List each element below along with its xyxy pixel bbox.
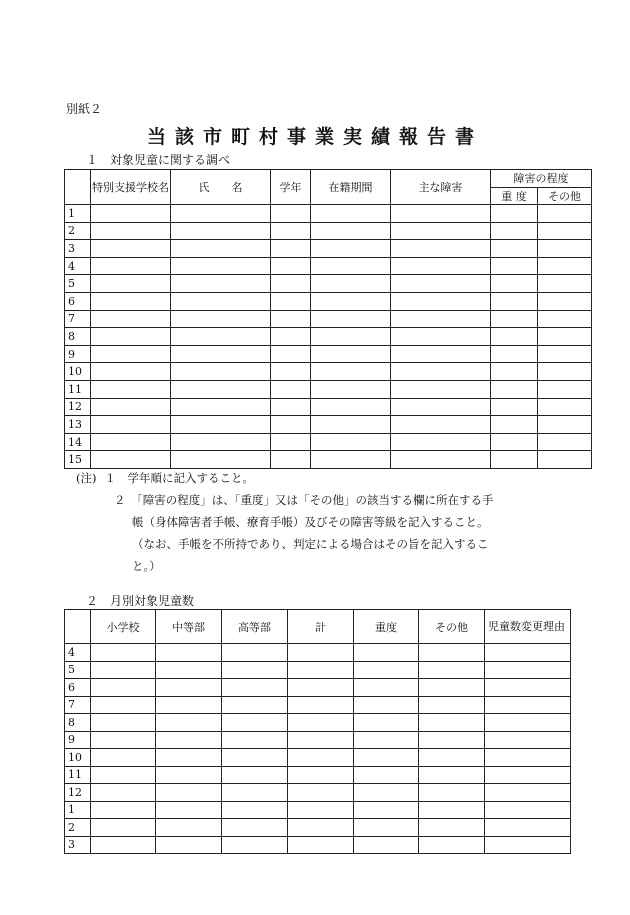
note-2a: ２ 「障害の程度」は、「重度」又は「その他」の該当する欄に所在する手: [114, 493, 494, 507]
table-cell[interactable]: [91, 380, 171, 398]
table-cell[interactable]: [391, 433, 491, 451]
table-cell[interactable]: [91, 819, 156, 837]
row-number: 10: [65, 749, 91, 767]
table-cell[interactable]: [288, 679, 354, 697]
table-row: [65, 714, 571, 732]
table-cell[interactable]: [91, 801, 156, 819]
table-cell[interactable]: [391, 222, 491, 240]
row-number: 3: [65, 240, 91, 258]
table-cell[interactable]: [419, 644, 485, 662]
table-cell[interactable]: [288, 836, 354, 854]
table-cell[interactable]: [538, 398, 592, 416]
table-cell[interactable]: [485, 644, 571, 662]
row-number: 2: [65, 819, 91, 837]
table-cell[interactable]: [538, 416, 592, 434]
header-severe2: 重度: [354, 610, 419, 644]
table-cell[interactable]: [538, 275, 592, 293]
header-other2: その他: [419, 610, 485, 644]
table-cell[interactable]: [311, 310, 391, 328]
table-cell[interactable]: [91, 328, 171, 346]
table-cell[interactable]: [419, 819, 485, 837]
table-cell[interactable]: [419, 784, 485, 802]
table-cell[interactable]: [485, 784, 571, 802]
table-cell[interactable]: [271, 380, 311, 398]
table-cell[interactable]: [222, 766, 288, 784]
table-cell[interactable]: [391, 345, 491, 363]
table-cell[interactable]: [391, 416, 491, 434]
table-cell[interactable]: [222, 644, 288, 662]
table-cell[interactable]: [91, 644, 156, 662]
table-cell[interactable]: [171, 433, 271, 451]
document-label: 別紙２: [66, 102, 103, 116]
section1-heading: １ 対象児童に関する調べ: [86, 153, 231, 167]
table-cell[interactable]: [288, 644, 354, 662]
table-cell[interactable]: [91, 784, 156, 802]
row-number: 6: [65, 292, 91, 310]
table-cell[interactable]: [538, 380, 592, 398]
table-cell[interactable]: [91, 222, 171, 240]
table-cell[interactable]: [354, 819, 419, 837]
header-reason: 児童数変更理由: [485, 610, 571, 644]
table-cell[interactable]: [354, 784, 419, 802]
table-cell[interactable]: [156, 644, 222, 662]
table-cell[interactable]: [354, 696, 419, 714]
table-cell[interactable]: [91, 679, 156, 697]
note-2d: と。）: [132, 559, 161, 573]
table-cell[interactable]: [222, 696, 288, 714]
table-cell[interactable]: [538, 433, 592, 451]
table-cell[interactable]: [491, 363, 538, 381]
table-cell[interactable]: [311, 416, 391, 434]
table-cell[interactable]: [485, 766, 571, 784]
table-cell[interactable]: [391, 205, 491, 223]
table-cell[interactable]: [538, 363, 592, 381]
row-number: 12: [65, 398, 91, 416]
table-cell[interactable]: [538, 451, 592, 469]
table-cell[interactable]: [288, 766, 354, 784]
table-cell[interactable]: [391, 310, 491, 328]
row-number: 11: [65, 766, 91, 784]
table-cell[interactable]: [538, 310, 592, 328]
table-cell[interactable]: [156, 819, 222, 837]
table-row: [65, 363, 592, 381]
table-cell[interactable]: [288, 696, 354, 714]
row-number: 12: [65, 784, 91, 802]
table-cell[interactable]: [538, 328, 592, 346]
table-cell[interactable]: [271, 292, 311, 310]
table-cell[interactable]: [491, 345, 538, 363]
header-elementary: 小学校: [91, 610, 156, 644]
table-cell[interactable]: [485, 836, 571, 854]
table-cell[interactable]: [156, 749, 222, 767]
table-cell[interactable]: [271, 328, 311, 346]
monthly-table: [64, 609, 571, 854]
table-cell[interactable]: [485, 661, 571, 679]
table-cell[interactable]: [91, 240, 171, 258]
table-cell[interactable]: [391, 275, 491, 293]
table-cell[interactable]: [419, 749, 485, 767]
table-cell[interactable]: [171, 416, 271, 434]
table-cell[interactable]: [288, 714, 354, 732]
header-disability: 主な障害: [391, 170, 491, 205]
table-cell[interactable]: [171, 240, 271, 258]
table-cell[interactable]: [91, 257, 171, 275]
table-cell[interactable]: [491, 257, 538, 275]
table-cell[interactable]: [91, 451, 171, 469]
table-cell[interactable]: [271, 222, 311, 240]
table-cell[interactable]: [538, 205, 592, 223]
table-cell[interactable]: [91, 766, 156, 784]
table-row: [65, 380, 592, 398]
table-cell[interactable]: [491, 222, 538, 240]
table-cell[interactable]: [485, 696, 571, 714]
table-cell[interactable]: [156, 801, 222, 819]
row-number: 14: [65, 433, 91, 451]
table-cell[interactable]: [491, 328, 538, 346]
table-cell[interactable]: [171, 345, 271, 363]
table-cell[interactable]: [156, 679, 222, 697]
table-cell[interactable]: [491, 310, 538, 328]
table-cell[interactable]: [222, 819, 288, 837]
row-number: 5: [65, 275, 91, 293]
table-cell[interactable]: [271, 451, 311, 469]
table-cell[interactable]: [391, 363, 491, 381]
table-cell[interactable]: [354, 714, 419, 732]
table-cell[interactable]: [485, 801, 571, 819]
table-cell[interactable]: [419, 696, 485, 714]
table-cell[interactable]: [271, 205, 311, 223]
table-cell[interactable]: [171, 451, 271, 469]
table-cell[interactable]: [288, 819, 354, 837]
row-number: 3: [65, 836, 91, 854]
table-cell[interactable]: [156, 784, 222, 802]
table-cell[interactable]: [391, 240, 491, 258]
table-row: [65, 679, 571, 697]
table-cell[interactable]: [538, 345, 592, 363]
table-row: [65, 240, 592, 258]
table-cell[interactable]: [288, 801, 354, 819]
table-cell[interactable]: [91, 398, 171, 416]
row-number: 10: [65, 363, 91, 381]
table-cell[interactable]: [419, 679, 485, 697]
header-period: 在籍期間: [311, 170, 391, 205]
table-cell[interactable]: [491, 433, 538, 451]
table-cell[interactable]: [271, 275, 311, 293]
header-school: 特別支援学校名: [91, 170, 171, 205]
table-cell[interactable]: [538, 240, 592, 258]
table-cell[interactable]: [91, 416, 171, 434]
children-table: [64, 169, 592, 469]
table-cell[interactable]: [311, 257, 391, 275]
table-cell[interactable]: [538, 292, 592, 310]
table-cell[interactable]: [311, 380, 391, 398]
table-cell[interactable]: [491, 205, 538, 223]
table-cell[interactable]: [91, 731, 156, 749]
table-row: [65, 205, 592, 223]
row-number: 7: [65, 696, 91, 714]
table-cell[interactable]: [156, 714, 222, 732]
table-cell[interactable]: [354, 661, 419, 679]
table-cell[interactable]: [311, 275, 391, 293]
table-cell[interactable]: [538, 257, 592, 275]
table-cell[interactable]: [171, 257, 271, 275]
row-number: 9: [65, 345, 91, 363]
table-cell[interactable]: [156, 696, 222, 714]
table-cell[interactable]: [91, 275, 171, 293]
row-number: 9: [65, 731, 91, 749]
table-cell[interactable]: [222, 714, 288, 732]
page-title: 当該市町村事業実績報告書: [146, 126, 483, 148]
table-cell[interactable]: [222, 749, 288, 767]
table-row: [65, 257, 592, 275]
table-cell[interactable]: [419, 766, 485, 784]
header-number: [65, 170, 91, 205]
table-row: [65, 749, 571, 767]
table-cell[interactable]: [538, 222, 592, 240]
table-cell[interactable]: [391, 257, 491, 275]
table-row: [65, 801, 571, 819]
table-cell[interactable]: [171, 275, 271, 293]
table-cell[interactable]: [288, 784, 354, 802]
table-cell[interactable]: [311, 292, 391, 310]
table-cell[interactable]: [288, 661, 354, 679]
table-cell[interactable]: [156, 766, 222, 784]
header-severe: 重 度: [491, 188, 538, 205]
table-cell[interactable]: [171, 363, 271, 381]
table-row: [65, 398, 592, 416]
table-cell[interactable]: [311, 451, 391, 469]
table-cell[interactable]: [222, 661, 288, 679]
header-month: [65, 610, 91, 644]
table-cell[interactable]: [485, 714, 571, 732]
table-cell[interactable]: [91, 714, 156, 732]
row-number: 13: [65, 416, 91, 434]
table-cell[interactable]: [354, 749, 419, 767]
table-cell[interactable]: [311, 328, 391, 346]
table-cell[interactable]: [311, 363, 391, 381]
table-cell[interactable]: [354, 766, 419, 784]
table-cell[interactable]: [91, 696, 156, 714]
table-cell[interactable]: [288, 731, 354, 749]
table-row: [65, 766, 571, 784]
table-cell[interactable]: [171, 380, 271, 398]
row-number: 8: [65, 714, 91, 732]
note-2b: 帳（身体障害者手帳、療育手帳）及びその障害等級を記入すること。: [132, 515, 489, 529]
table-cell[interactable]: [271, 310, 311, 328]
table-row: [65, 222, 592, 240]
table-cell[interactable]: [271, 240, 311, 258]
table-cell[interactable]: [354, 644, 419, 662]
row-number: 1: [65, 205, 91, 223]
table-cell[interactable]: [311, 345, 391, 363]
header-other: その他: [538, 188, 592, 205]
table-cell[interactable]: [391, 380, 491, 398]
table-cell[interactable]: [491, 416, 538, 434]
table-cell[interactable]: [222, 836, 288, 854]
table-cell[interactable]: [222, 679, 288, 697]
table-cell[interactable]: [271, 345, 311, 363]
table-cell[interactable]: [485, 749, 571, 767]
table-cell[interactable]: [311, 205, 391, 223]
note-1: １ 学年順に記入すること。: [104, 471, 254, 485]
table-cell[interactable]: [156, 836, 222, 854]
table-cell[interactable]: [91, 661, 156, 679]
table-cell[interactable]: [171, 398, 271, 416]
table-row: [65, 661, 571, 679]
table-cell[interactable]: [419, 714, 485, 732]
table-cell[interactable]: [222, 731, 288, 749]
table-row: [65, 451, 592, 469]
table-cell[interactable]: [491, 451, 538, 469]
table-cell[interactable]: [171, 328, 271, 346]
table-row: [65, 836, 571, 854]
table-row: [65, 275, 592, 293]
row-number: 7: [65, 310, 91, 328]
table-cell[interactable]: [91, 836, 156, 854]
section2-heading: ２ 月別対象児童数: [86, 594, 195, 608]
table-cell[interactable]: [354, 836, 419, 854]
table-row: [65, 784, 571, 802]
table-cell[interactable]: [354, 801, 419, 819]
table-cell[interactable]: [288, 749, 354, 767]
table-cell[interactable]: [419, 836, 485, 854]
row-number: 11: [65, 380, 91, 398]
table-cell[interactable]: [391, 451, 491, 469]
table-row: [65, 328, 592, 346]
table-cell[interactable]: [171, 205, 271, 223]
table-row: [65, 819, 571, 837]
table-row: [65, 310, 592, 328]
table-cell[interactable]: [391, 398, 491, 416]
table-cell[interactable]: [491, 275, 538, 293]
header-total: 計: [288, 610, 354, 644]
table-cell[interactable]: [354, 731, 419, 749]
table-cell[interactable]: [171, 310, 271, 328]
row-number: 4: [65, 644, 91, 662]
table-cell[interactable]: [91, 749, 156, 767]
table-cell[interactable]: [491, 398, 538, 416]
table-cell[interactable]: [485, 731, 571, 749]
table-cell[interactable]: [311, 240, 391, 258]
table-row: [65, 644, 571, 662]
header-senior: 高等部: [222, 610, 288, 644]
table-row: [65, 696, 571, 714]
row-number: 2: [65, 222, 91, 240]
table-cell[interactable]: [271, 257, 311, 275]
table-cell[interactable]: [491, 240, 538, 258]
table-row: [65, 416, 592, 434]
table-cell[interactable]: [311, 222, 391, 240]
table-cell[interactable]: [419, 661, 485, 679]
table-cell[interactable]: [156, 731, 222, 749]
table-cell[interactable]: [91, 205, 171, 223]
table-row: [65, 345, 592, 363]
row-number: 8: [65, 328, 91, 346]
table-cell[interactable]: [485, 819, 571, 837]
table-cell[interactable]: [271, 416, 311, 434]
header-grade: 学年: [271, 170, 311, 205]
table-cell[interactable]: [91, 310, 171, 328]
table-cell[interactable]: [171, 222, 271, 240]
table-cell[interactable]: [391, 328, 491, 346]
table-cell[interactable]: [419, 731, 485, 749]
row-number: 5: [65, 661, 91, 679]
row-number: 4: [65, 257, 91, 275]
table-cell[interactable]: [222, 801, 288, 819]
table-cell[interactable]: [391, 292, 491, 310]
table-cell[interactable]: [354, 679, 419, 697]
table-cell[interactable]: [271, 398, 311, 416]
table-cell[interactable]: [171, 292, 271, 310]
header-name: 氏 名: [171, 170, 271, 205]
header-degree: 障害の程度: [491, 170, 592, 188]
note-label: (注): [76, 471, 97, 485]
table-row: [65, 292, 592, 310]
note-prefix: [76, 467, 254, 489]
note-2c: （なお、手帳を不所持であり、判定による場合はその旨を記入するこ: [132, 537, 489, 551]
table-cell[interactable]: [271, 433, 311, 451]
table-cell[interactable]: [311, 398, 391, 416]
header-junior: 中等部: [156, 610, 222, 644]
table-cell[interactable]: [491, 380, 538, 398]
table-row: [65, 731, 571, 749]
table-cell[interactable]: [91, 345, 171, 363]
table-cell[interactable]: [156, 661, 222, 679]
table-cell[interactable]: [491, 292, 538, 310]
row-number: 6: [65, 679, 91, 697]
table-row: [65, 433, 592, 451]
table-cell[interactable]: [91, 433, 171, 451]
table-cell[interactable]: [222, 784, 288, 802]
table-cell[interactable]: [419, 801, 485, 819]
row-number: 15: [65, 451, 91, 469]
table-cell[interactable]: [311, 433, 391, 451]
table-cell[interactable]: [91, 292, 171, 310]
row-number: 1: [65, 801, 91, 819]
table-cell[interactable]: [485, 679, 571, 697]
table-cell[interactable]: [91, 363, 171, 381]
table-cell[interactable]: [271, 363, 311, 381]
